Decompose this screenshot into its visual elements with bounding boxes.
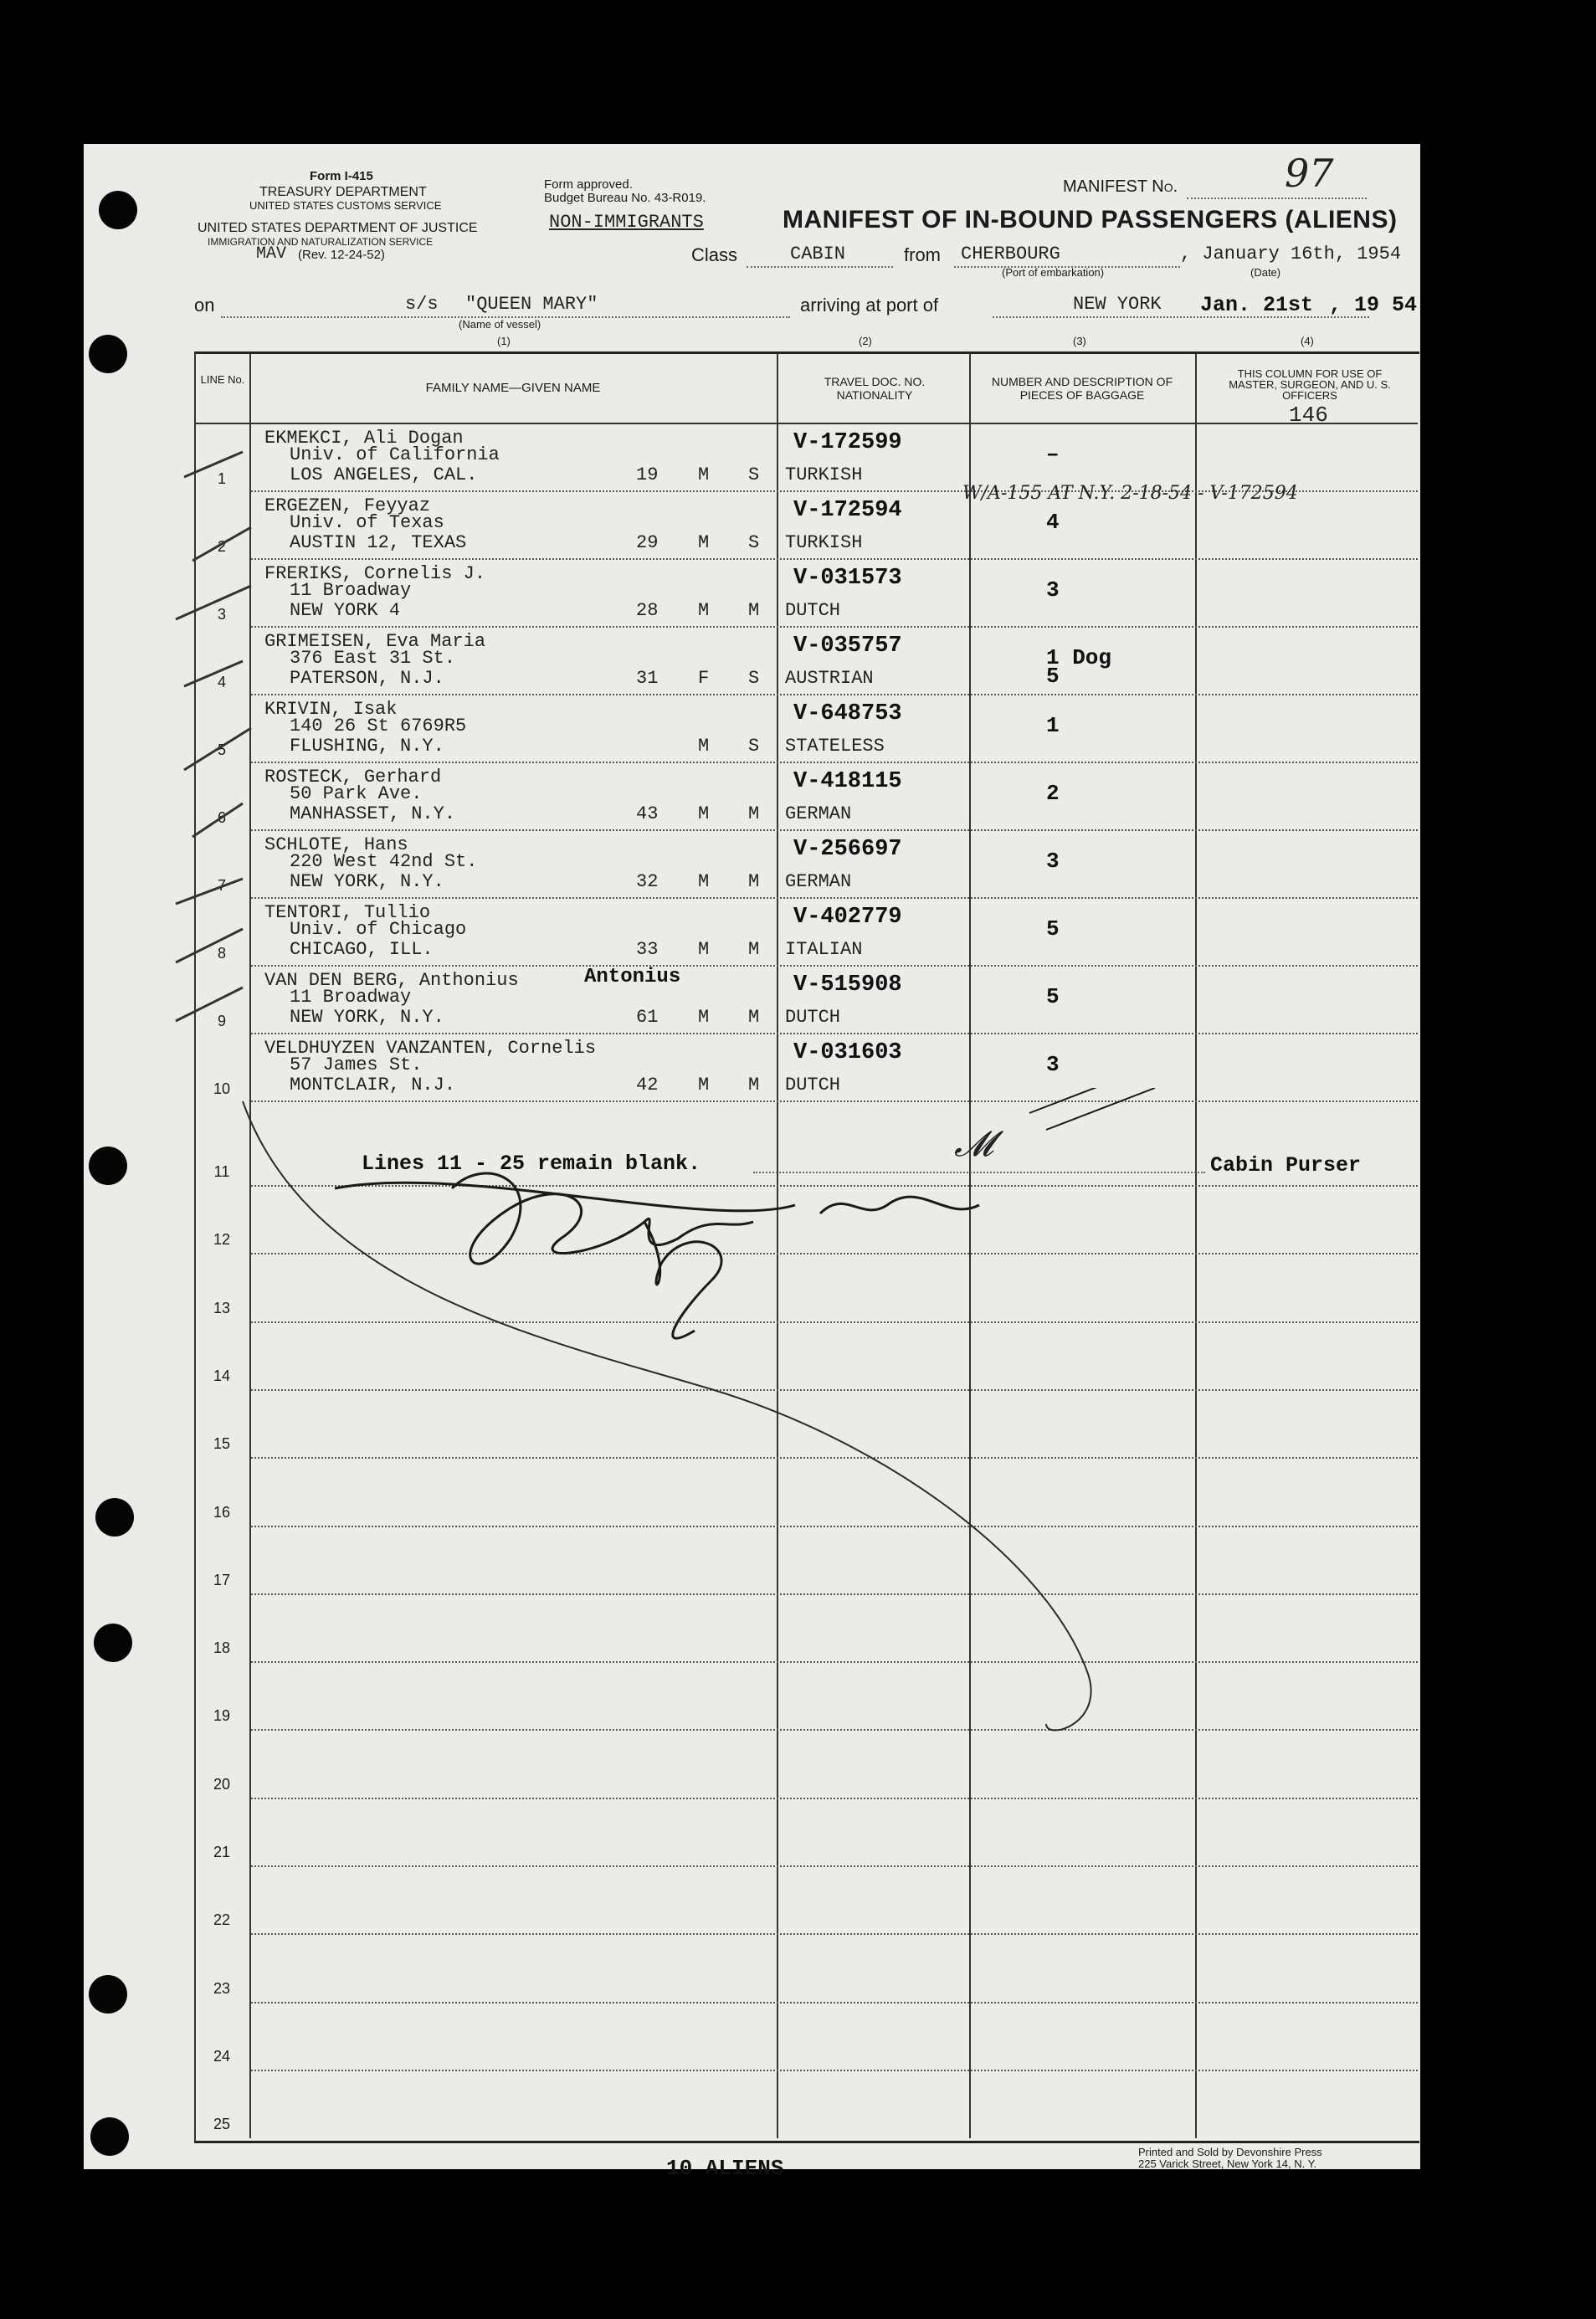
header-baggage: NUMBER AND DESCRIPTION OF PIECES OF BAGGAGE bbox=[991, 375, 1173, 402]
line-number: 13 bbox=[213, 1299, 231, 1316]
row-divider bbox=[251, 965, 1418, 967]
nationality: STATELESS bbox=[785, 736, 885, 757]
nationality: DUTCH bbox=[785, 1075, 841, 1095]
nationality: TURKISH bbox=[785, 532, 863, 553]
printer-line-1: Printed and Sold by Devonshire Press bbox=[1138, 2146, 1322, 2158]
line-number: 4 bbox=[217, 674, 226, 690]
class-line bbox=[747, 266, 893, 268]
passenger-status: S bbox=[748, 464, 760, 485]
punch-hole bbox=[90, 2117, 129, 2156]
approval-note: Form approved. bbox=[544, 177, 633, 192]
passenger-sex: M bbox=[698, 803, 710, 824]
row-divider bbox=[251, 1865, 1418, 1867]
passenger-address-1: 11 Broadway bbox=[290, 580, 412, 601]
header-travel-doc: TRAVEL DOC. NO. NATIONALITY bbox=[824, 375, 926, 402]
class-label: Class bbox=[691, 244, 738, 265]
passenger-address-2: FLUSHING, N.Y. bbox=[290, 736, 444, 757]
line-number: 20 bbox=[213, 1775, 231, 1793]
justice-dept: UNITED STATES DEPARTMENT OF JUSTICE bbox=[198, 221, 478, 235]
passenger-name: ROSTECK, Gerhard bbox=[264, 767, 442, 788]
passenger-address-1: 50 Park Ave. bbox=[290, 783, 423, 804]
passenger-address-1: 376 East 31 St. bbox=[290, 648, 456, 669]
customs-service: UNITED STATES CUSTOMS SERVICE bbox=[249, 199, 442, 212]
manifest-no-line bbox=[1187, 198, 1367, 199]
arrival-year: , 19 54 bbox=[1329, 293, 1418, 317]
punch-hole bbox=[89, 1147, 127, 1185]
passenger-address-2: MANHASSET, N.Y. bbox=[290, 803, 456, 824]
cabin-purser: Cabin Purser bbox=[1210, 1153, 1362, 1177]
passenger-address-2: NEW YORK 4 bbox=[290, 600, 401, 621]
from-label: from bbox=[904, 244, 941, 265]
passenger-address-1: Univ. of California bbox=[290, 444, 500, 465]
passenger-age: 43 bbox=[636, 803, 659, 824]
column-number-3: (3) bbox=[1073, 335, 1086, 347]
passenger-address-2: CHICAGO, ILL. bbox=[290, 939, 434, 960]
passenger-status: M bbox=[748, 1007, 760, 1028]
ins-service: IMMIGRATION AND NATURALIZATION SERVICE bbox=[208, 236, 434, 248]
line-number: 11 bbox=[213, 1163, 230, 1180]
passenger-name: ERGEZEN, Feyyaz bbox=[264, 495, 431, 516]
passenger-name: VAN DEN BERG, Anthonius bbox=[264, 970, 519, 991]
line-number: 5 bbox=[217, 741, 226, 758]
column-number-4: (4) bbox=[1301, 335, 1314, 347]
arriving-label: arriving at port of bbox=[800, 295, 939, 316]
travel-doc-no: V-031573 bbox=[793, 566, 902, 591]
line-number: 25 bbox=[213, 2116, 231, 2133]
line-number: 17 bbox=[213, 1571, 231, 1588]
travel-doc-no: V-418115 bbox=[793, 769, 902, 794]
passenger-sex: M bbox=[698, 532, 710, 553]
passenger-sex: M bbox=[698, 1007, 710, 1028]
arrival-port: NEW YORK bbox=[1073, 294, 1162, 315]
row-divider bbox=[251, 626, 1418, 628]
passenger-name: SCHLOTE, Hans bbox=[264, 834, 408, 855]
travel-doc-no: V-172599 bbox=[793, 430, 902, 455]
row-divider bbox=[251, 1933, 1418, 1935]
nationality: TURKISH bbox=[785, 464, 863, 485]
line-number: 21 bbox=[213, 1844, 231, 1860]
passenger-address-1: 220 West 42nd St. bbox=[290, 851, 478, 872]
line-number: 7 bbox=[217, 877, 226, 894]
baggage-count: 2 bbox=[1046, 781, 1060, 806]
line-number: 12 bbox=[213, 1231, 231, 1249]
arrival-date: Jan. 21st bbox=[1200, 293, 1314, 317]
passenger-name: TENTORI, Tullio bbox=[264, 902, 431, 923]
nationality: ITALIAN bbox=[785, 939, 863, 960]
name-correction: Antonius bbox=[584, 966, 681, 988]
passenger-age: 32 bbox=[636, 871, 659, 892]
passenger-status: S bbox=[748, 532, 760, 553]
annotation: W/A-155 AT N.Y. 2-18-54 - V-172594 bbox=[962, 483, 1298, 504]
baggage-count: 4 bbox=[1046, 510, 1060, 535]
nationality: DUTCH bbox=[785, 1007, 841, 1028]
nationality: DUTCH bbox=[785, 600, 841, 621]
travel-doc-no: V-648753 bbox=[793, 701, 902, 726]
total-aliens: 10 ALIENS bbox=[666, 2156, 784, 2181]
line-number: 2 bbox=[217, 538, 226, 555]
blank-lines-note: Lines 11 - 25 remain blank. bbox=[362, 1152, 701, 1176]
line-number: 1 bbox=[217, 470, 226, 487]
passenger-address-1: Univ. of Texas bbox=[290, 512, 444, 533]
passenger-status: S bbox=[748, 668, 760, 689]
punch-hole bbox=[89, 1975, 127, 2014]
punch-hole bbox=[99, 191, 137, 229]
passenger-name: FRERIKS, Cornelis J. bbox=[264, 563, 486, 584]
passenger-name: GRIMEISEN, Eva Maria bbox=[264, 631, 486, 652]
passenger-address-2: MONTCLAIR, N.J. bbox=[290, 1075, 456, 1095]
line-number: 15 bbox=[213, 1435, 231, 1453]
mav-stamp: MAV bbox=[256, 244, 287, 264]
printer-line-2: 225 Varick Street, New York 14, N. Y. bbox=[1138, 2157, 1317, 2170]
passenger-name: VELDHUYZEN VANZANTEN, Cornelis bbox=[264, 1038, 597, 1059]
row-divider bbox=[251, 1033, 1418, 1034]
form-number: Form I-415 bbox=[310, 169, 373, 183]
baggage-count: 3 bbox=[1046, 1052, 1060, 1077]
line-number: 18 bbox=[213, 1639, 231, 1657]
row-divider bbox=[251, 1798, 1418, 1799]
line-number: 14 bbox=[213, 1367, 231, 1384]
passenger-address-1: 11 Broadway bbox=[290, 987, 412, 1008]
manifest-number: 97 bbox=[1285, 151, 1334, 196]
line-number: 6 bbox=[217, 809, 226, 826]
baggage-count: 3 bbox=[1046, 577, 1060, 603]
row-divider bbox=[251, 829, 1418, 831]
line-number: 16 bbox=[213, 1503, 231, 1521]
row-divider bbox=[251, 762, 1418, 763]
punch-hole bbox=[95, 1498, 134, 1537]
line-number: 19 bbox=[213, 1707, 231, 1725]
tally-marks bbox=[159, 435, 276, 1105]
purser-signature: 𝓜 bbox=[954, 1123, 994, 1164]
passenger-age: 31 bbox=[636, 668, 659, 689]
handwritten-signature bbox=[209, 1088, 1297, 1757]
line-number: 22 bbox=[213, 1911, 231, 1929]
passenger-age: 29 bbox=[636, 532, 659, 553]
row-divider bbox=[251, 2002, 1418, 2003]
baggage-count: 3 bbox=[1046, 849, 1060, 874]
passenger-status: M bbox=[748, 871, 760, 892]
port-of-embarkation: CHERBOURG bbox=[961, 244, 1060, 264]
class-value: CABIN bbox=[790, 244, 846, 264]
travel-doc-no: V-172594 bbox=[793, 498, 902, 523]
passenger-sex: M bbox=[698, 464, 710, 485]
travel-doc-no: V-031603 bbox=[793, 1040, 902, 1065]
punch-hole bbox=[94, 1624, 132, 1662]
category-non-immigrants: NON-IMMIGRANTS bbox=[549, 212, 704, 233]
passenger-name: KRIVIN, Isak bbox=[264, 699, 398, 720]
passenger-address-2: NEW YORK, N.Y. bbox=[290, 871, 444, 892]
nationality: AUSTRIAN bbox=[785, 668, 874, 689]
line-number: 23 bbox=[213, 1979, 231, 1997]
date-caption: (Date) bbox=[1250, 266, 1281, 279]
passenger-age: 19 bbox=[636, 464, 659, 485]
punch-hole bbox=[89, 335, 127, 373]
treasury-dept: TREASURY DEPARTMENT bbox=[259, 185, 427, 199]
passenger-status: M bbox=[748, 803, 760, 824]
passenger-sex: M bbox=[698, 1075, 710, 1095]
passenger-sex: M bbox=[698, 736, 710, 757]
header-row-bottom bbox=[194, 423, 1418, 424]
nationality: GERMAN bbox=[785, 871, 852, 892]
passenger-age: 42 bbox=[636, 1075, 659, 1095]
port-caption: (Port of embarkation) bbox=[1002, 266, 1105, 279]
line-number: 8 bbox=[217, 945, 226, 962]
passenger-address-1: 57 James St. bbox=[290, 1054, 423, 1075]
column-number-2: (2) bbox=[859, 335, 872, 347]
departure-date: , January 16th, 1954 bbox=[1180, 244, 1402, 264]
line-number: 9 bbox=[217, 1013, 226, 1029]
passenger-address-2: NEW YORK, N.Y. bbox=[290, 1007, 444, 1028]
passenger-address-2: AUSTIN 12, TEXAS bbox=[290, 532, 467, 553]
nationality: GERMAN bbox=[785, 803, 852, 824]
passenger-address-2: PATERSON, N.J. bbox=[290, 668, 444, 689]
vessel-name: "QUEEN MARY" bbox=[465, 294, 598, 315]
passenger-status: M bbox=[748, 600, 760, 621]
passenger-address-2: LOS ANGELES, CAL. bbox=[290, 464, 478, 485]
passenger-age: 61 bbox=[636, 1007, 659, 1028]
on-label: on bbox=[194, 295, 215, 316]
manifest-no-label: MANIFEST No. bbox=[1063, 177, 1178, 196]
passenger-sex: M bbox=[698, 871, 710, 892]
row-divider bbox=[251, 897, 1418, 899]
passenger-age: 33 bbox=[636, 939, 659, 960]
passenger-status: M bbox=[748, 939, 760, 960]
line-number: 24 bbox=[213, 2047, 231, 2065]
passenger-address-1: 140 26 St 6769R5 bbox=[290, 716, 467, 736]
baggage-count: 1 Dog 5 bbox=[1046, 645, 1112, 689]
budget-bureau-no: Budget Bureau No. 43-R019. bbox=[544, 191, 706, 205]
passenger-sex: F bbox=[698, 668, 710, 689]
travel-doc-no: V-402779 bbox=[793, 905, 902, 930]
row-divider bbox=[251, 558, 1418, 560]
passenger-sex: M bbox=[698, 600, 710, 621]
passenger-name: EKMEKCI, Ali Dogan bbox=[264, 428, 464, 449]
travel-doc-no: V-256697 bbox=[793, 837, 902, 862]
manifest-title: MANIFEST OF IN-BOUND PASSENGERS (ALIENS) bbox=[783, 206, 1398, 233]
row-divider bbox=[251, 694, 1418, 695]
header-family-name: FAMILY NAME—GIVEN NAME bbox=[425, 381, 601, 395]
travel-doc-no: V-035757 bbox=[793, 634, 902, 659]
revision: (Rev. 12-24-52) bbox=[298, 248, 385, 262]
passenger-status: M bbox=[748, 1075, 760, 1095]
column-number-1: (1) bbox=[497, 335, 511, 347]
baggage-count: – bbox=[1046, 442, 1060, 467]
passenger-address-1: Univ. of Chicago bbox=[290, 919, 467, 940]
line-number: 10 bbox=[213, 1080, 231, 1097]
header-officers: THIS COLUMN FOR USE OF MASTER, SURGEON, AND U. S. OFFICERS bbox=[1229, 367, 1391, 402]
line-number: 3 bbox=[217, 606, 226, 623]
passenger-sex: M bbox=[698, 939, 710, 960]
officer-number: 146 bbox=[1289, 403, 1328, 428]
baggage-count: 1 bbox=[1046, 713, 1060, 738]
baggage-count: 5 bbox=[1046, 984, 1060, 1009]
header-line-no: LINE No. bbox=[200, 373, 245, 386]
passenger-age: 28 bbox=[636, 600, 659, 621]
passenger-status: S bbox=[748, 736, 760, 757]
baggage-count: 5 bbox=[1046, 916, 1060, 941]
row-divider bbox=[251, 2070, 1418, 2071]
travel-doc-no: V-515908 bbox=[793, 972, 902, 998]
vessel-prefix: s/s bbox=[405, 294, 439, 315]
vessel-caption: (Name of vessel) bbox=[459, 318, 541, 331]
